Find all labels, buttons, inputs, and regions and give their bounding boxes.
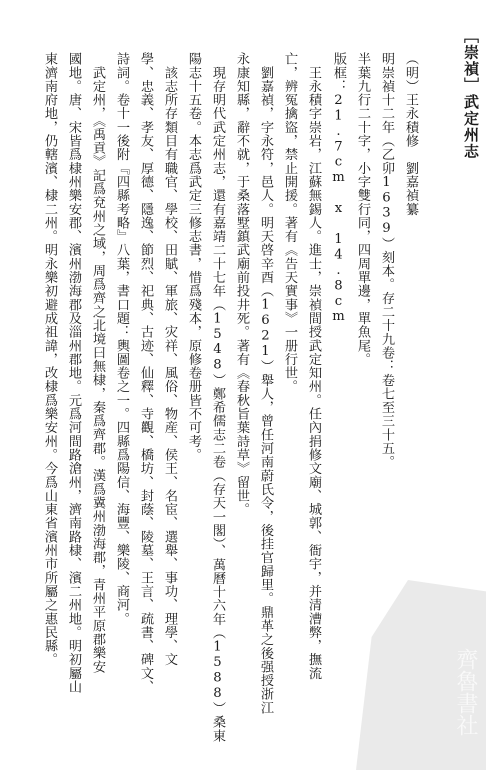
- text-column: 半葉九行二十字，小字雙行同，四周單邊，單魚尾。: [355, 52, 370, 366]
- text-column: 國地。唐、宋皆爲棣州樂安郡、濱州渤海郡及淄州郡地。元爲河間路滄州，濟南路棣、濱二州地。明初屬山: [66, 52, 81, 694]
- document-title: ［崇禎］武定州志: [462, 28, 480, 160]
- text-column: 陽志十五卷。本志爲武定三修志書，惜爲殘本，原修卷册皆不可考。: [186, 52, 201, 462]
- text-column: 亡，辨冤擒盜，禁止開援。著有《告天實事》一册行世。: [282, 52, 297, 394]
- text-column: 永康知縣，辭不就，于桑落墅鎮武廟前投井死。著有《春秋旨葉詩草》留世。: [234, 52, 249, 517]
- watermark-stamp-text: 齊魯書社: [453, 648, 478, 736]
- text-column: 劉嘉禎，字永符，邑人。明天啓辛酉（1621）舉人，曾任河南蔚氏令，後挂官歸里。鼎革之後强授浙江: [258, 52, 273, 715]
- text-column: 東濟南府地，仍轄濱、棣二州。明永樂初避成祖諱，改棣爲樂安州。今爲山東省濱州市所屬之惠民縣。: [42, 52, 57, 667]
- text-column: 現存明代武定州志，還有嘉靖二十七年（1548）鄭希儒志二卷（存天一閣）、萬曆十六年（1588）桑東: [210, 52, 225, 743]
- text-column: 學、忠義、孝友、厚德、隱逸、節烈、祀典、古迹、仙釋、寺觀、橋坊、封蔭、陵墓、王言、疏書、碑文、: [138, 52, 153, 694]
- text-column: 版框：21.7cm x 14.8cm: [331, 52, 346, 325]
- text-column: 武定州，《禹貢》記爲兗州之域，周爲齊之北境曰無棣，秦爲齊郡。漢爲冀州渤海郡，青州平原郡樂安: [90, 52, 105, 674]
- text-column: 詩詞。卷十一後附『四縣考略』八葉，書口題：輿圖卷之一。四縣爲陽信、海豐、樂陵、商河。: [114, 52, 129, 626]
- text-column: 明崇禎十二年（乙卯1639）刻本。存二十九卷：卷七至三十五。: [379, 52, 394, 469]
- text-column: （明）王永積修 劉嘉禎纂: [403, 52, 418, 216]
- text-column: 王永積字崇岩，江蘇無錫人。進士，崇禎間授武定知州。任內捐修文廟、城郭、衙宇，并清漕弊，撫流: [306, 52, 321, 680]
- text-column: 該志所存類目有職官、學校、田賦、軍旅、灾祥、風俗、物産、侯王、名宦、選舉、事功、理學、文: [162, 52, 177, 667]
